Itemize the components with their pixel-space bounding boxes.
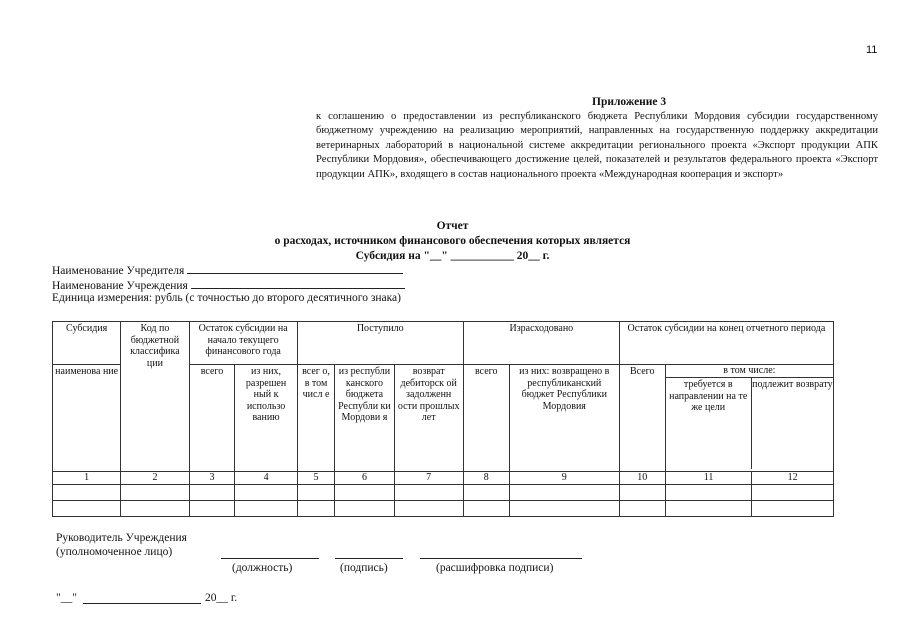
column-number: 11 <box>665 472 752 485</box>
header-received-total: всег о, в том числ е <box>297 365 335 472</box>
founder-label: Наименование Учредителя <box>52 265 185 277</box>
decoding-caption: (расшифровка подписи) <box>436 562 554 574</box>
column-number: 8 <box>463 472 509 485</box>
header-start-allowed: из них, разрешен ный к использо ванию <box>235 365 297 472</box>
header-start-total: всего <box>189 365 235 472</box>
header-end-to-return: подлежит возврату <box>752 379 833 391</box>
page-number: 11 <box>866 44 878 56</box>
header-spent: Израсходовано <box>463 322 619 365</box>
header-received-from-budget: из республи канского бюджета Республи ки Мордови я <box>335 365 394 472</box>
column-number: 7 <box>394 472 463 485</box>
header-end-breakdown <box>665 365 833 472</box>
column-number: 12 <box>752 472 834 485</box>
founder-row <box>52 263 403 277</box>
founder-input-line <box>187 263 403 274</box>
column-numbers-row <box>53 472 834 485</box>
report-table <box>52 321 834 517</box>
decoding-line <box>420 558 582 559</box>
unit-label: Единица измерения: рубль (с точностью до второго десятичного знака) <box>52 292 401 304</box>
header-name: наименова ние <box>53 365 121 472</box>
authorized-person-label: (уполномоченное лицо) <box>56 546 173 558</box>
head-label: Руководитель Учреждения <box>56 532 187 544</box>
date-year: 20__ г. <box>205 592 238 604</box>
report-subsidy-date: Субсидия на "__" ___________ 20__ г. <box>355 250 550 262</box>
header-end-required: требуется в направлении на те же цели <box>666 378 752 469</box>
signature-line <box>335 558 403 559</box>
appendix-title: Приложение 3 <box>592 96 667 108</box>
column-number: 9 <box>509 472 619 485</box>
signature-caption: (подпись) <box>340 562 388 574</box>
header-balance-start: Остаток субсидии на начало текущего финансового года <box>189 322 297 365</box>
header-end-total: Всего <box>619 365 665 472</box>
column-number: 3 <box>189 472 235 485</box>
report-subtitle: о расходах, источником финансового обеспечения которых является <box>274 235 631 247</box>
column-number: 5 <box>297 472 335 485</box>
header-including-split <box>666 378 833 469</box>
column-number: 2 <box>121 472 189 485</box>
header-received-debt-return: возврат дебиторск ой задолженн ости прошлых лет <box>394 365 463 472</box>
table-row <box>53 484 834 500</box>
header-received: Поступило <box>297 322 463 365</box>
header-balance-end: Остаток субсидии на конец отчетного периода <box>619 322 833 365</box>
institution-input-line <box>191 278 405 289</box>
header-including: в том числе: <box>666 365 833 378</box>
column-number: 4 <box>235 472 297 485</box>
column-number: 10 <box>619 472 665 485</box>
report-title: Отчет <box>436 220 469 232</box>
institution-row <box>52 278 405 292</box>
column-number: 6 <box>335 472 394 485</box>
column-number: 1 <box>53 472 121 485</box>
header-spent-total: всего <box>463 365 509 472</box>
date-month-line <box>83 603 201 604</box>
position-caption: (должность) <box>232 562 293 574</box>
position-line <box>221 558 319 559</box>
table-row <box>53 500 834 516</box>
header-subsidy: Субсидия <box>53 322 121 365</box>
date-quote: "__" <box>56 592 77 604</box>
institution-label: Наименование Учреждения <box>52 280 188 292</box>
appendix-text: к соглашению о предоставлении из республиканского бюджета Республики Мордовия субсидии государственному бюджетному учреждению на реализацию мероприятий, направленных на государственную поддержку аккредитации ветеринарных лабораторий в национальной системе аккредитации регионального проекта «Экспорт продукции АПК Республики Мордовия», обеспечивающего достижение целей, показателей и результатов федерального проекта «Экспорт продукции АПК», входящего в состав национального проекта «Международная кооперация и экспорт» <box>316 111 878 180</box>
header-budget-code: Код по бюджетной классифика ции <box>121 322 189 472</box>
header-spent-returned: из них: возвращено в республиканский бюджет Республики Мордовия <box>509 365 619 472</box>
